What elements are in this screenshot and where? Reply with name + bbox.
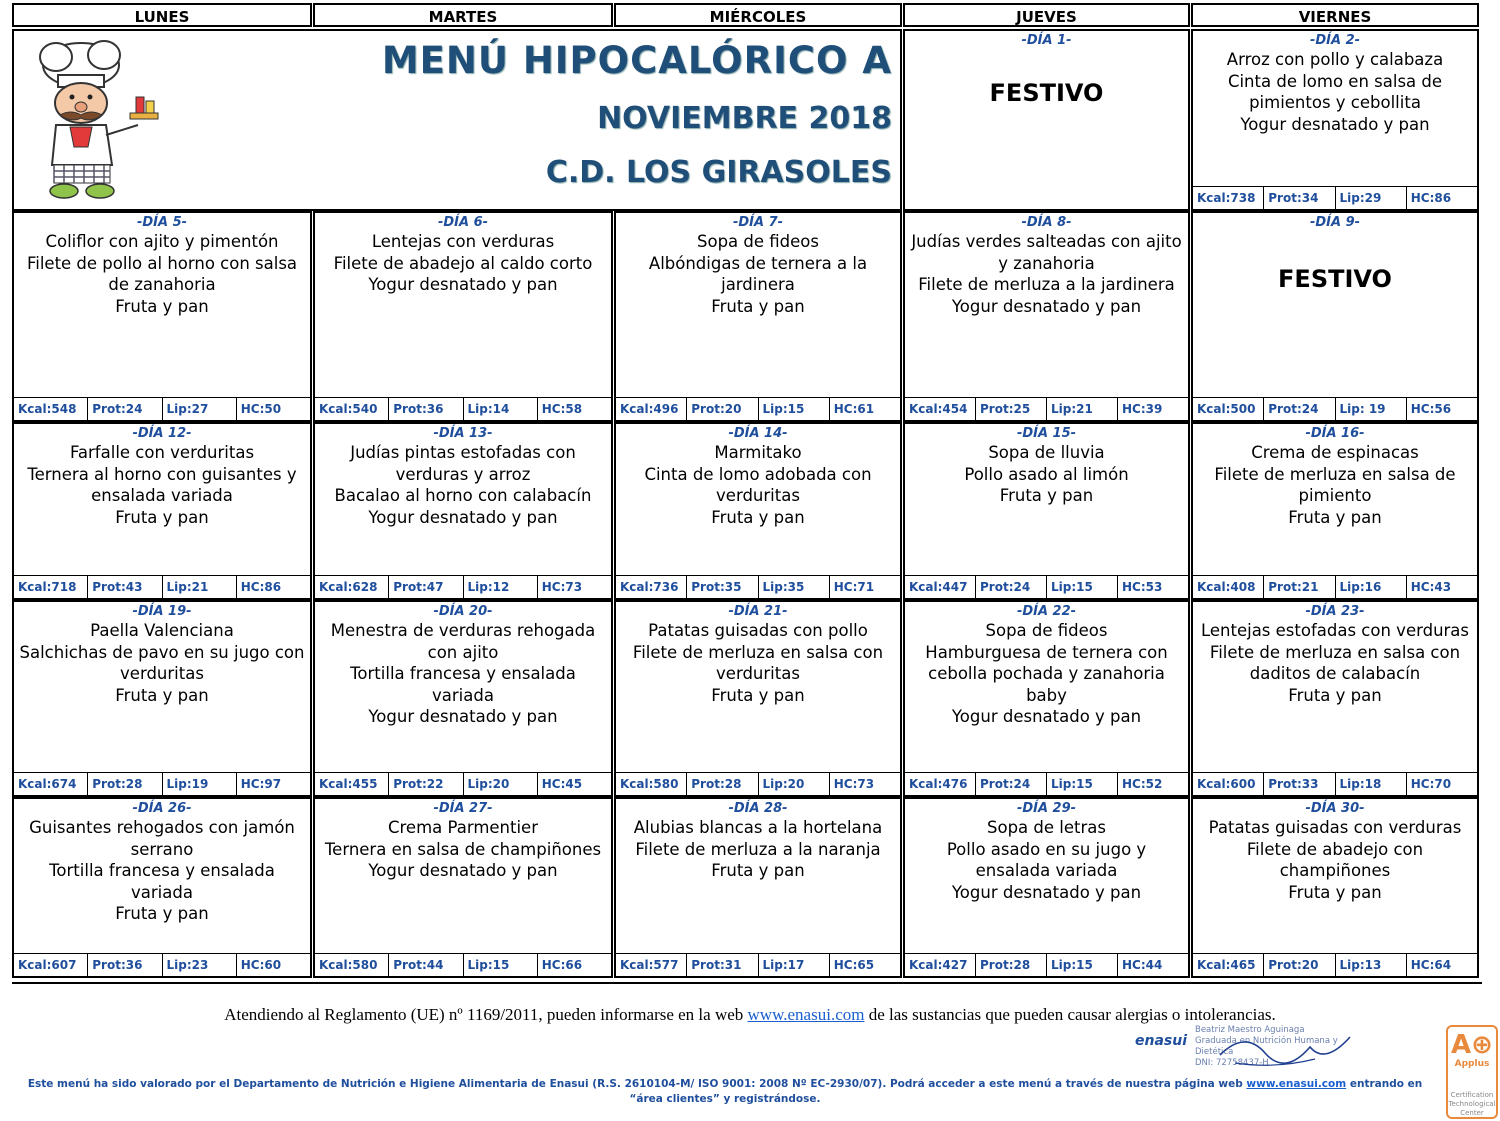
nutrition-hc: HC:56 bbox=[1410, 402, 1452, 416]
nutrition-kcal: Kcal:455 bbox=[315, 773, 389, 795]
nutrition-bar bbox=[1193, 772, 1477, 795]
nutrition-bar bbox=[905, 772, 1188, 795]
nutrition-lip: Lip:17 bbox=[759, 954, 830, 976]
nutrition-bar bbox=[905, 953, 1188, 976]
day-label: -DÍA 23- bbox=[1305, 604, 1365, 619]
nutrition-lip: Lip:21 bbox=[1047, 398, 1118, 420]
valuation-notice bbox=[20, 1077, 1430, 1107]
dish-line: Ternera al horno con guisantes y ensalada variada bbox=[27, 464, 297, 505]
nutrition-prot: Prot:28 bbox=[687, 773, 758, 795]
applus-certification-badge bbox=[1446, 1025, 1498, 1119]
nutrition-bar bbox=[315, 772, 611, 795]
day-label: -DÍA 20- bbox=[433, 604, 493, 619]
nutrition-bar bbox=[14, 953, 310, 976]
day-header-viernes: VIERNES bbox=[1191, 3, 1479, 27]
nutrition-lip: Lip:27 bbox=[163, 398, 237, 420]
signature-line: Beatriz Maestro Aguinaga bbox=[1195, 1025, 1305, 1035]
day-label: -DÍA 19- bbox=[132, 604, 192, 619]
dish-line: Albóndigas de ternera a la jardinera bbox=[648, 253, 868, 294]
dish-line: Judías verdes salteadas con ajito y zanahoria bbox=[911, 232, 1182, 273]
nutrition-hc: HC:86 bbox=[240, 580, 282, 594]
nutrition-kcal: Kcal:580 bbox=[616, 773, 687, 795]
nutrition-hc: HC:71 bbox=[833, 580, 875, 594]
nutrition-bar bbox=[1193, 953, 1477, 976]
nutrition-hc: HC:53 bbox=[1122, 580, 1163, 594]
day-label: -DÍA 21- bbox=[728, 604, 788, 619]
nutrition-lip: Lip:35 bbox=[759, 576, 830, 598]
dish-line: Patatas guisadas con verduras bbox=[1208, 818, 1462, 837]
nutrition-prot: Prot:47 bbox=[389, 576, 463, 598]
nutrition-bar bbox=[14, 575, 310, 598]
dish-line: Yogur desnatado y pan bbox=[951, 882, 1142, 902]
nutrition-kcal: Kcal:738 bbox=[1193, 187, 1264, 209]
day-label: -DÍA 28- bbox=[728, 801, 788, 816]
dish-line: Fruta y pan bbox=[115, 904, 209, 923]
nutrition-hc: HC:70 bbox=[1410, 777, 1452, 791]
nutrition-prot: Prot:24 bbox=[88, 398, 162, 420]
nutrition-bar bbox=[905, 397, 1188, 420]
day-cell bbox=[903, 422, 1190, 600]
dish-line: Marmitako bbox=[714, 443, 802, 462]
dish-line: Pollo asado al limón bbox=[964, 464, 1129, 484]
dish-line: Fruta y pan bbox=[711, 861, 805, 880]
dish-line: Fruta y pan bbox=[999, 486, 1094, 505]
day-cell bbox=[1191, 600, 1479, 797]
day-label: -DÍA 9- bbox=[1309, 215, 1361, 230]
dish-line: Fruta y pan bbox=[711, 685, 805, 705]
day-label: -DÍA 1- bbox=[1021, 33, 1072, 48]
dish-line: Alubias blancas a la hortelana bbox=[633, 818, 883, 837]
valuation-text-1: Este menú ha sido valorado por el Departamento de Nutrición e Higiene Alimentaria de Enasui (R.S. 2610104-M/ ISO 9001: 2008 Nº EC-2930/07). Podrá acceder a este menú a través de nuestra página web bbox=[27, 1078, 1247, 1090]
day-cell bbox=[12, 600, 312, 797]
dish-line: Yogur desnatado y pan bbox=[368, 861, 558, 880]
cert-text: Certification Technological Center bbox=[1448, 1091, 1496, 1117]
nutrition-kcal: Kcal:476 bbox=[905, 773, 976, 795]
dish-line: Yogur desnatado y pan bbox=[1240, 114, 1430, 134]
nutrition-hc: HC:73 bbox=[833, 777, 875, 791]
dish-line: Cinta de lomo en salsa de pimientos y cebollita bbox=[1227, 71, 1443, 112]
nutrition-kcal: Kcal:454 bbox=[905, 398, 976, 420]
nutrition-kcal: Kcal:718 bbox=[14, 576, 88, 598]
nutrition-kcal: Kcal:580 bbox=[315, 954, 389, 976]
nutrition-prot: Prot:24 bbox=[976, 773, 1047, 795]
nutrition-lip: Lip:20 bbox=[464, 773, 538, 795]
dish-line: Sopa de lluvia bbox=[988, 443, 1105, 462]
day-label: -DÍA 15- bbox=[1016, 426, 1077, 441]
nutrition-hc: HC:52 bbox=[1122, 777, 1163, 791]
nutrition-kcal: Kcal:674 bbox=[14, 773, 88, 795]
dish-line: Yogur desnatado y pan bbox=[368, 275, 558, 294]
nutrition-bar bbox=[14, 397, 310, 420]
day-label: -DÍA 12- bbox=[132, 426, 192, 441]
day-cell bbox=[614, 797, 902, 978]
day-label: -DÍA 29- bbox=[1016, 801, 1077, 816]
cert-brand: Applus bbox=[1454, 1059, 1490, 1069]
nutrition-hc: HC:61 bbox=[833, 402, 875, 416]
nutrition-kcal: Kcal:540 bbox=[315, 398, 389, 420]
footer-rule bbox=[12, 982, 1482, 984]
nutrition-lip: Lip:16 bbox=[1336, 576, 1407, 598]
nutrition-prot: Prot:25 bbox=[976, 398, 1047, 420]
day-label: -DÍA 26- bbox=[132, 801, 192, 816]
day-cell bbox=[12, 211, 312, 422]
nutrition-lip: Lip:18 bbox=[1336, 773, 1407, 795]
dish-line: Filete de merluza en salsa con verduritas bbox=[632, 642, 884, 683]
dish-line: Lentejas estofadas con verduras bbox=[1200, 621, 1470, 640]
menu-title: MENÚ HIPOCALÓRICO A bbox=[381, 39, 892, 82]
nutrition-lip: Lip:29 bbox=[1336, 187, 1407, 209]
nutrition-prot: Prot:31 bbox=[687, 954, 758, 976]
dish-line: Filete de merluza a la jardinera bbox=[918, 275, 1175, 294]
day-header-martes: MARTES bbox=[313, 3, 613, 27]
nutrition-hc: HC:86 bbox=[1410, 191, 1452, 205]
nutrition-lip: Lip:19 bbox=[163, 773, 237, 795]
dish-line: Fruta y pan bbox=[115, 296, 209, 316]
dish-line: Patatas guisadas con pollo bbox=[648, 621, 868, 640]
day-cell bbox=[614, 211, 902, 422]
day-header-miercoles: MIÉRCOLES bbox=[614, 3, 902, 27]
valuation-text-2: entrando en “área clientes” y registrándose. bbox=[629, 1078, 1423, 1105]
dish-line: Lentejas con verduras bbox=[371, 232, 555, 251]
signature-line: Graduada en Nutrición Humana y Dietética bbox=[1195, 1036, 1338, 1057]
nutrition-lip: Lip:15 bbox=[1047, 954, 1118, 976]
day-cell bbox=[1191, 211, 1479, 422]
nutrition-kcal: Kcal:496 bbox=[616, 398, 687, 420]
nutrition-lip: Lip:20 bbox=[759, 773, 830, 795]
day-cell bbox=[903, 211, 1190, 422]
festivo-label: FESTIVO bbox=[1278, 265, 1392, 293]
nutrition-kcal: Kcal:607 bbox=[14, 954, 88, 976]
dish-line: Coliflor con ajito y pimentón bbox=[45, 232, 279, 251]
dish-line: Filete de abadejo al caldo corto bbox=[333, 253, 593, 273]
signature-line: DNI: 72758437-H bbox=[1195, 1058, 1269, 1068]
nutrition-prot: Prot:35 bbox=[687, 576, 758, 598]
dish-line: Yogur desnatado y pan bbox=[368, 707, 558, 726]
nutrition-prot: Prot:36 bbox=[88, 954, 162, 976]
nutrition-hc: HC:73 bbox=[541, 580, 583, 594]
dish-line: Guisantes rehogados con jamón serrano bbox=[29, 818, 295, 859]
nutrition-lip: Lip:14 bbox=[464, 398, 538, 420]
dish-line: Fruta y pan bbox=[1288, 882, 1382, 902]
nutrition-prot: Prot:20 bbox=[1264, 954, 1335, 976]
nutrition-hc: HC:44 bbox=[1122, 958, 1163, 972]
day-cell bbox=[614, 422, 902, 600]
day-cell bbox=[313, 422, 613, 600]
nutrition-kcal: Kcal:628 bbox=[315, 576, 389, 598]
day-cell bbox=[313, 600, 613, 797]
allergen-text-1: Atendiendo al Reglamento (UE) nº 1169/2011, pueden informarse en la web bbox=[224, 1005, 748, 1024]
nutrition-lip: Lip:15 bbox=[1047, 576, 1118, 598]
dish-line: Filete de merluza a la naranja bbox=[635, 839, 881, 859]
nutrition-hc: HC:50 bbox=[240, 402, 282, 416]
nutrition-prot: Prot:33 bbox=[1264, 773, 1335, 795]
title-block bbox=[12, 29, 902, 211]
nutrition-kcal: Kcal:447 bbox=[905, 576, 976, 598]
day-header-lunes: LUNES bbox=[12, 3, 312, 27]
dish-line: Fruta y pan bbox=[115, 507, 209, 527]
nutrition-hc: HC:58 bbox=[541, 402, 583, 416]
nutrition-bar bbox=[616, 953, 900, 976]
day-cell bbox=[12, 797, 312, 978]
nutrition-bar bbox=[616, 397, 900, 420]
day-header-jueves: JUEVES bbox=[903, 3, 1190, 27]
nutrition-prot: Prot:22 bbox=[389, 773, 463, 795]
nutrition-kcal: Kcal:548 bbox=[14, 398, 88, 420]
dish-line: Tortilla francesa y ensalada variada bbox=[49, 861, 275, 902]
day-cell bbox=[313, 797, 613, 978]
nutrition-bar bbox=[616, 772, 900, 795]
dish-line: Sopa de letras bbox=[987, 818, 1106, 837]
day-label: -DÍA 13- bbox=[433, 426, 493, 441]
dish-line: Filete de merluza en salsa de pimiento bbox=[1214, 464, 1456, 505]
day-label: -DÍA 14- bbox=[728, 426, 788, 441]
day-label: -DÍA 5- bbox=[136, 215, 188, 230]
dish-line: Filete de merluza en salsa con daditos de calabacín bbox=[1209, 642, 1461, 683]
dish-line: Bacalao al horno con calabacín bbox=[334, 486, 592, 505]
dish-line: Fruta y pan bbox=[711, 296, 805, 316]
nutrition-bar bbox=[1193, 186, 1477, 209]
enasui-link-2[interactable]: www.enasui.com bbox=[1246, 1078, 1347, 1090]
day-cell bbox=[903, 797, 1190, 978]
day-label: -DÍA 16- bbox=[1305, 426, 1365, 441]
dish-line: Crema Parmentier bbox=[387, 818, 538, 837]
day-label: -DÍA 22- bbox=[1016, 604, 1077, 619]
dish-line: Filete de pollo al horno con salsa de zanahoria bbox=[26, 253, 298, 294]
dish-line: Menestra de verduras rehogada con ajito bbox=[330, 621, 596, 662]
nutrition-prot: Prot:28 bbox=[88, 773, 162, 795]
nutrition-bar bbox=[315, 397, 611, 420]
day-cell bbox=[614, 600, 902, 797]
nutrition-hc: HC:97 bbox=[240, 777, 282, 791]
nutrition-lip: Lip:15 bbox=[464, 954, 538, 976]
day-cell bbox=[903, 600, 1190, 797]
nutrition-prot: Prot:44 bbox=[389, 954, 463, 976]
day-cell-1 bbox=[903, 29, 1190, 211]
day-cell bbox=[313, 211, 613, 422]
dish-line: Fruta y pan bbox=[115, 685, 209, 705]
nutrition-lip: Lip:12 bbox=[464, 576, 538, 598]
nutrition-hc: HC:64 bbox=[1410, 958, 1452, 972]
dish-line: Cinta de lomo adobada con verduritas bbox=[644, 464, 872, 505]
menu-month: NOVIEMBRE 2018 bbox=[597, 101, 892, 136]
allergen-text-2: de las sustancias que pueden causar alergias o intolerancias. bbox=[864, 1005, 1276, 1024]
dish-line: Filete de abadejo con champiñones bbox=[1246, 839, 1424, 880]
nutrition-prot: Prot:43 bbox=[88, 576, 162, 598]
nutrition-bar bbox=[905, 575, 1188, 598]
applus-a-icon: A⊕ bbox=[1451, 1030, 1493, 1060]
nutrition-lip: Lip:23 bbox=[163, 954, 237, 976]
day-label: -DÍA 30- bbox=[1305, 801, 1365, 816]
nutrition-hc: HC:66 bbox=[541, 958, 583, 972]
nutrition-bar bbox=[1193, 397, 1477, 420]
nutrition-hc: HC:43 bbox=[1410, 580, 1452, 594]
dish-line: Sopa de fideos bbox=[985, 621, 1108, 640]
dish-line: Paella Valenciana bbox=[90, 621, 234, 640]
dish-line: Ternera en salsa de champiñones bbox=[324, 839, 602, 859]
nutrition-prot: Prot:24 bbox=[976, 576, 1047, 598]
dish-line: Yogur desnatado y pan bbox=[368, 507, 558, 527]
nutrition-hc: HC:39 bbox=[1122, 402, 1163, 416]
nutrition-bar bbox=[1193, 575, 1477, 598]
dish-line: Yogur desnatado y pan bbox=[951, 707, 1142, 726]
day-cell bbox=[1191, 422, 1479, 600]
nutrition-prot: Prot:34 bbox=[1264, 187, 1335, 209]
nutrition-kcal: Kcal:427 bbox=[905, 954, 976, 976]
nutrition-lip: Lip:21 bbox=[163, 576, 237, 598]
nutrition-lip: Lip: 19 bbox=[1336, 398, 1407, 420]
dish-line: Hamburguesa de ternera con cebolla pochada y zanahoria baby bbox=[925, 642, 1168, 705]
nutrition-kcal: Kcal:736 bbox=[616, 576, 687, 598]
signature bbox=[1135, 1025, 1355, 1077]
signature-scribble bbox=[1215, 1025, 1355, 1075]
dish-line: Farfalle con verduritas bbox=[69, 443, 255, 462]
nutrition-bar bbox=[616, 575, 900, 598]
nutrition-bar bbox=[14, 772, 310, 795]
menu-center: C.D. LOS GIRASOLES bbox=[545, 155, 892, 190]
nutrition-prot: Prot:36 bbox=[389, 398, 463, 420]
nutrition-kcal: Kcal:408 bbox=[1193, 576, 1264, 598]
day-cell bbox=[12, 422, 312, 600]
day-label: -DÍA 2- bbox=[1309, 33, 1361, 48]
dish-line: Fruta y pan bbox=[1288, 685, 1382, 705]
nutrition-kcal: Kcal:577 bbox=[616, 954, 687, 976]
nutrition-prot: Prot:21 bbox=[1264, 576, 1335, 598]
dish-line: Arroz con pollo y calabaza bbox=[1226, 50, 1444, 69]
dish-line: Judías pintas estofadas con verduras y arroz bbox=[350, 443, 576, 484]
nutrition-kcal: Kcal:600 bbox=[1193, 773, 1264, 795]
nutrition-hc: HC:45 bbox=[541, 777, 583, 791]
dish-line: Pollo asado en su jugo y ensalada variada bbox=[946, 839, 1147, 880]
nutrition-prot: Prot:24 bbox=[1264, 398, 1335, 420]
dish-line: Crema de espinacas bbox=[1251, 443, 1419, 462]
nutrition-lip: Lip:15 bbox=[1047, 773, 1118, 795]
nutrition-kcal: Kcal:465 bbox=[1193, 954, 1264, 976]
allergen-notice bbox=[0, 1005, 1500, 1025]
day-label: -DÍA 7- bbox=[732, 215, 784, 230]
day-label: -DÍA 8- bbox=[1021, 215, 1072, 230]
dish-line: Tortilla francesa y ensalada variada bbox=[350, 664, 576, 705]
nutrition-prot: Prot:20 bbox=[687, 398, 758, 420]
day-label: -DÍA 27- bbox=[433, 801, 493, 816]
nutrition-hc: HC:65 bbox=[833, 958, 875, 972]
nutrition-lip: Lip:13 bbox=[1336, 954, 1407, 976]
nutrition-lip: Lip:15 bbox=[759, 398, 830, 420]
dish-line: Fruta y pan bbox=[1288, 507, 1382, 527]
day-label: -DÍA 6- bbox=[437, 215, 489, 230]
nutrition-bar bbox=[315, 953, 611, 976]
signature-logo: enasui bbox=[1135, 1033, 1188, 1049]
festivo-label: FESTIVO bbox=[989, 79, 1104, 107]
dish-line: Sopa de fideos bbox=[697, 232, 819, 251]
nutrition-hc: HC:60 bbox=[240, 958, 282, 972]
day-cell-2 bbox=[1191, 29, 1479, 211]
dish-line: Fruta y pan bbox=[711, 507, 805, 527]
dish-line: Yogur desnatado y pan bbox=[951, 296, 1142, 316]
day-cell bbox=[1191, 797, 1479, 978]
enasui-link[interactable]: www.enasui.com bbox=[747, 1005, 865, 1024]
nutrition-bar bbox=[315, 575, 611, 598]
nutrition-prot: Prot:28 bbox=[976, 954, 1047, 976]
dish-line: Salchichas de pavo en su jugo con verduritas bbox=[19, 642, 305, 683]
chef-illustration bbox=[26, 35, 176, 207]
nutrition-kcal: Kcal:500 bbox=[1193, 398, 1264, 420]
